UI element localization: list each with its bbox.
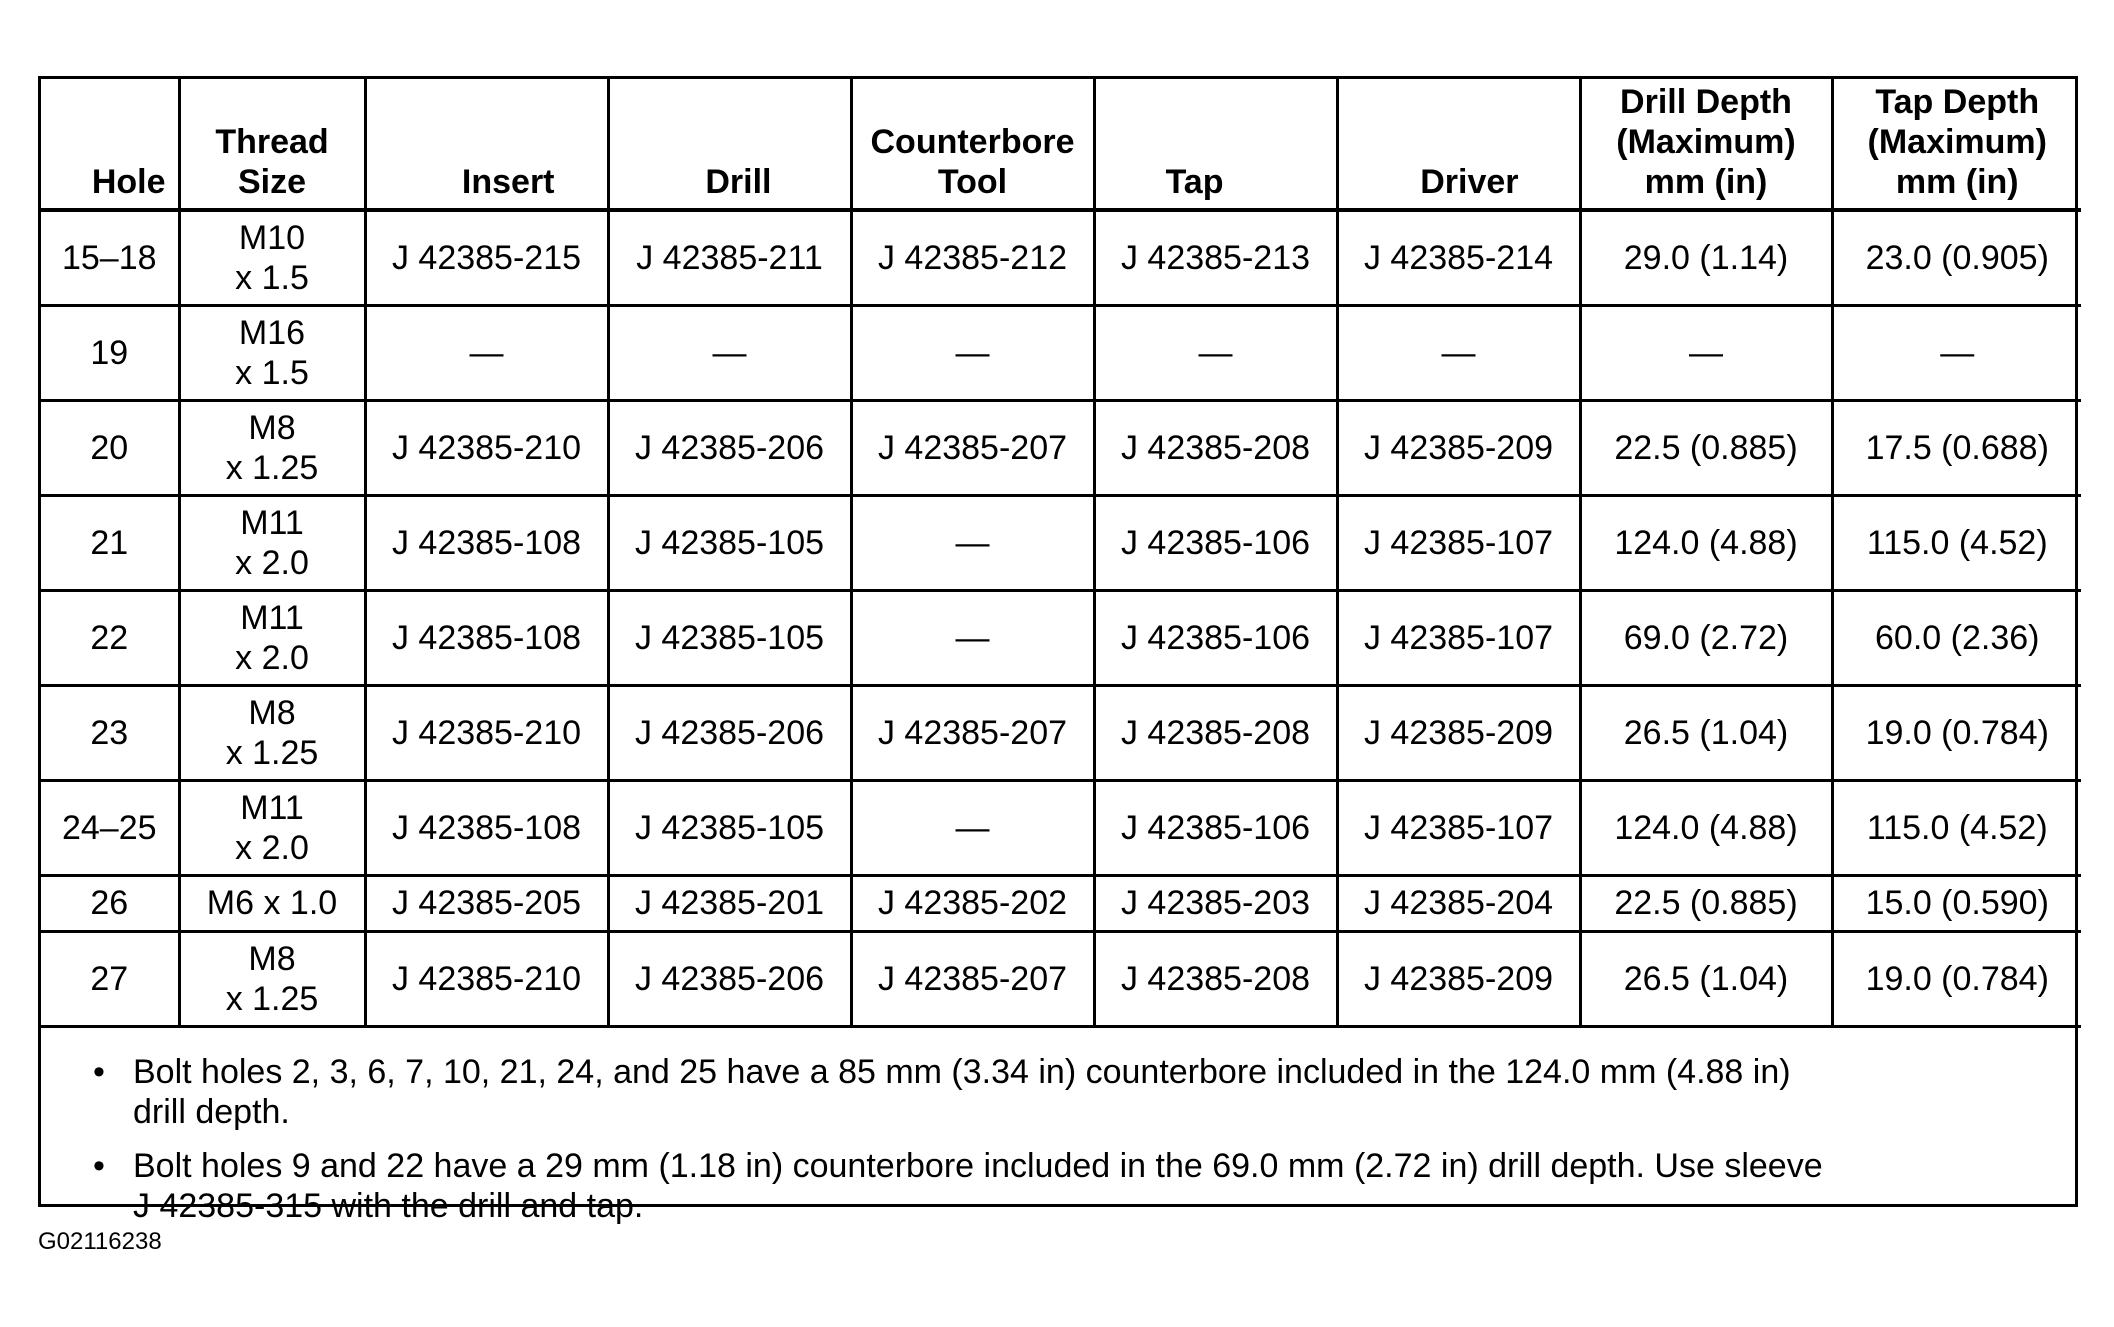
cell-drill: — — [608, 305, 851, 400]
header-tap: Tap — [1094, 79, 1337, 210]
cell-drill-depth: 124.0 (4.88) — [1580, 780, 1832, 875]
cell-hole: 21 — [41, 495, 179, 590]
cell-thread-size: M11 x 2.0 — [179, 590, 365, 685]
cell-driver: J 42385-209 — [1337, 931, 1580, 1026]
cell-insert: J 42385-210 — [365, 400, 608, 495]
cell-tap: J 42385-208 — [1094, 931, 1337, 1026]
cell-drill: J 42385-105 — [608, 495, 851, 590]
table-row — [41, 875, 2081, 931]
bullet-icon: • — [93, 1147, 105, 1185]
cell-drill-depth: 29.0 (1.14) — [1580, 210, 1832, 305]
cell-driver: J 42385-107 — [1337, 780, 1580, 875]
cell-driver: J 42385-107 — [1337, 590, 1580, 685]
cell-tap-depth: 23.0 (0.905) — [1832, 210, 2081, 305]
table-row — [41, 495, 2081, 590]
cell-hole: 24–25 — [41, 780, 179, 875]
cell-tap: J 42385-208 — [1094, 400, 1337, 495]
cell-tap-depth: 19.0 (0.784) — [1832, 931, 2081, 1026]
cell-tap: J 42385-213 — [1094, 210, 1337, 305]
header-hole: Hole — [41, 79, 179, 210]
cell-driver: — — [1337, 305, 1580, 400]
header-driver: Driver — [1337, 79, 1580, 210]
cell-tap: J 42385-106 — [1094, 780, 1337, 875]
cell-hole: 27 — [41, 931, 179, 1026]
header-thread-size: Thread Size — [179, 79, 365, 210]
cell-tap: J 42385-203 — [1094, 875, 1337, 931]
cell-hole: 23 — [41, 685, 179, 780]
header-drill: Drill — [608, 79, 851, 210]
cell-tap-depth: 15.0 (0.590) — [1832, 875, 2081, 931]
cell-insert: J 42385-210 — [365, 931, 608, 1026]
cell-insert: J 42385-108 — [365, 590, 608, 685]
table-row — [41, 210, 2081, 305]
cell-tap-depth: — — [1832, 305, 2081, 400]
spec-table-frame — [38, 76, 2078, 1225]
header-insert: Insert — [365, 79, 608, 210]
cell-thread-size: M8 x 1.25 — [179, 685, 365, 780]
note-text-line: drill depth. — [133, 1093, 290, 1131]
note-item — [93, 1052, 2035, 1132]
cell-hole: 20 — [41, 400, 179, 495]
cell-thread-size: M8 x 1.25 — [179, 931, 365, 1026]
cell-drill: J 42385-206 — [608, 931, 851, 1026]
cell-drill: J 42385-105 — [608, 590, 851, 685]
note-text-line: Bolt holes 2, 3, 6, 7, 10, 21, 24, and 25 have a 85 mm (3.34 in) counterbore included in the 124.0 mm (4.88 in) — [133, 1053, 1791, 1091]
cell-counterbore: — — [851, 780, 1094, 875]
cell-drill-depth: 124.0 (4.88) — [1580, 495, 1832, 590]
cell-drill-depth: — — [1580, 305, 1832, 400]
note-item — [93, 1146, 2035, 1226]
cell-counterbore: J 42385-207 — [851, 931, 1094, 1026]
cell-tap-depth: 115.0 (4.52) — [1832, 780, 2081, 875]
cell-tap: J 42385-208 — [1094, 685, 1337, 780]
table-row — [41, 400, 2081, 495]
cell-driver: J 42385-209 — [1337, 685, 1580, 780]
cell-drill-depth: 26.5 (1.04) — [1580, 685, 1832, 780]
table-body — [41, 210, 2081, 1026]
table-row — [41, 305, 2081, 400]
bullet-icon: • — [93, 1053, 105, 1091]
cell-insert: J 42385-108 — [365, 495, 608, 590]
table-header-row — [41, 79, 2081, 210]
cell-driver: J 42385-107 — [1337, 495, 1580, 590]
cell-insert: J 42385-108 — [365, 780, 608, 875]
cell-insert: J 42385-205 — [365, 875, 608, 931]
cell-counterbore: J 42385-207 — [851, 400, 1094, 495]
cell-counterbore: J 42385-202 — [851, 875, 1094, 931]
cell-drill: J 42385-206 — [608, 685, 851, 780]
cell-tap: — — [1094, 305, 1337, 400]
cell-drill-depth: 22.5 (0.885) — [1580, 875, 1832, 931]
cell-driver: J 42385-209 — [1337, 400, 1580, 495]
cell-tap-depth: 19.0 (0.784) — [1832, 685, 2081, 780]
cell-drill-depth: 26.5 (1.04) — [1580, 931, 1832, 1026]
cell-tap: J 42385-106 — [1094, 495, 1337, 590]
cell-drill: J 42385-211 — [608, 210, 851, 305]
cell-counterbore: J 42385-207 — [851, 685, 1094, 780]
cell-counterbore: — — [851, 305, 1094, 400]
note-text-line: J 42385-315 with the drill and tap. — [133, 1187, 644, 1225]
header-counterbore-tool: Counterbore Tool — [851, 79, 1094, 210]
cell-hole: 19 — [41, 305, 179, 400]
header-drill-depth: Drill Depth (Maximum) mm (in) — [1580, 79, 1832, 210]
cell-tap-depth: 115.0 (4.52) — [1832, 495, 2081, 590]
cell-thread-size: M8 x 1.25 — [179, 400, 365, 495]
table-row — [41, 780, 2081, 875]
cell-thread-size: M10 x 1.5 — [179, 210, 365, 305]
cell-thread-size: M11 x 2.0 — [179, 780, 365, 875]
cell-drill: J 42385-206 — [608, 400, 851, 495]
cell-drill: J 42385-105 — [608, 780, 851, 875]
cell-counterbore: J 42385-212 — [851, 210, 1094, 305]
cell-counterbore: — — [851, 590, 1094, 685]
note-text-line: Bolt holes 9 and 22 have a 29 mm (1.18 in) counterbore included in the 69.0 mm (2.72 in) drill depth. Use sleeve — [133, 1147, 1823, 1185]
cell-drill-depth: 69.0 (2.72) — [1580, 590, 1832, 685]
cell-hole: 15–18 — [41, 210, 179, 305]
cell-drill: J 42385-201 — [608, 875, 851, 931]
cell-tap-depth: 60.0 (2.36) — [1832, 590, 2081, 685]
figure-id: G02116238 — [38, 1228, 162, 1255]
cell-tap: J 42385-106 — [1094, 590, 1337, 685]
cell-insert: J 42385-210 — [365, 685, 608, 780]
cell-drill-depth: 22.5 (0.885) — [1580, 400, 1832, 495]
cell-driver: J 42385-214 — [1337, 210, 1580, 305]
cell-insert: J 42385-215 — [365, 210, 608, 305]
cell-tap-depth: 17.5 (0.688) — [1832, 400, 2081, 495]
cell-thread-size: M16 x 1.5 — [179, 305, 365, 400]
cell-insert: — — [365, 305, 608, 400]
table-row — [41, 685, 2081, 780]
table-row — [41, 931, 2081, 1026]
header-tap-depth: Tap Depth (Maximum) mm (in) — [1832, 79, 2081, 210]
cell-driver: J 42385-204 — [1337, 875, 1580, 931]
cell-thread-size: M11 x 2.0 — [179, 495, 365, 590]
cell-hole: 22 — [41, 590, 179, 685]
tool-spec-table — [41, 79, 2081, 1028]
table-row — [41, 590, 2081, 685]
cell-hole: 26 — [41, 875, 179, 931]
cell-counterbore: — — [851, 495, 1094, 590]
notes-section — [41, 1030, 2075, 1225]
cell-thread-size: M6 x 1.0 — [179, 875, 365, 931]
